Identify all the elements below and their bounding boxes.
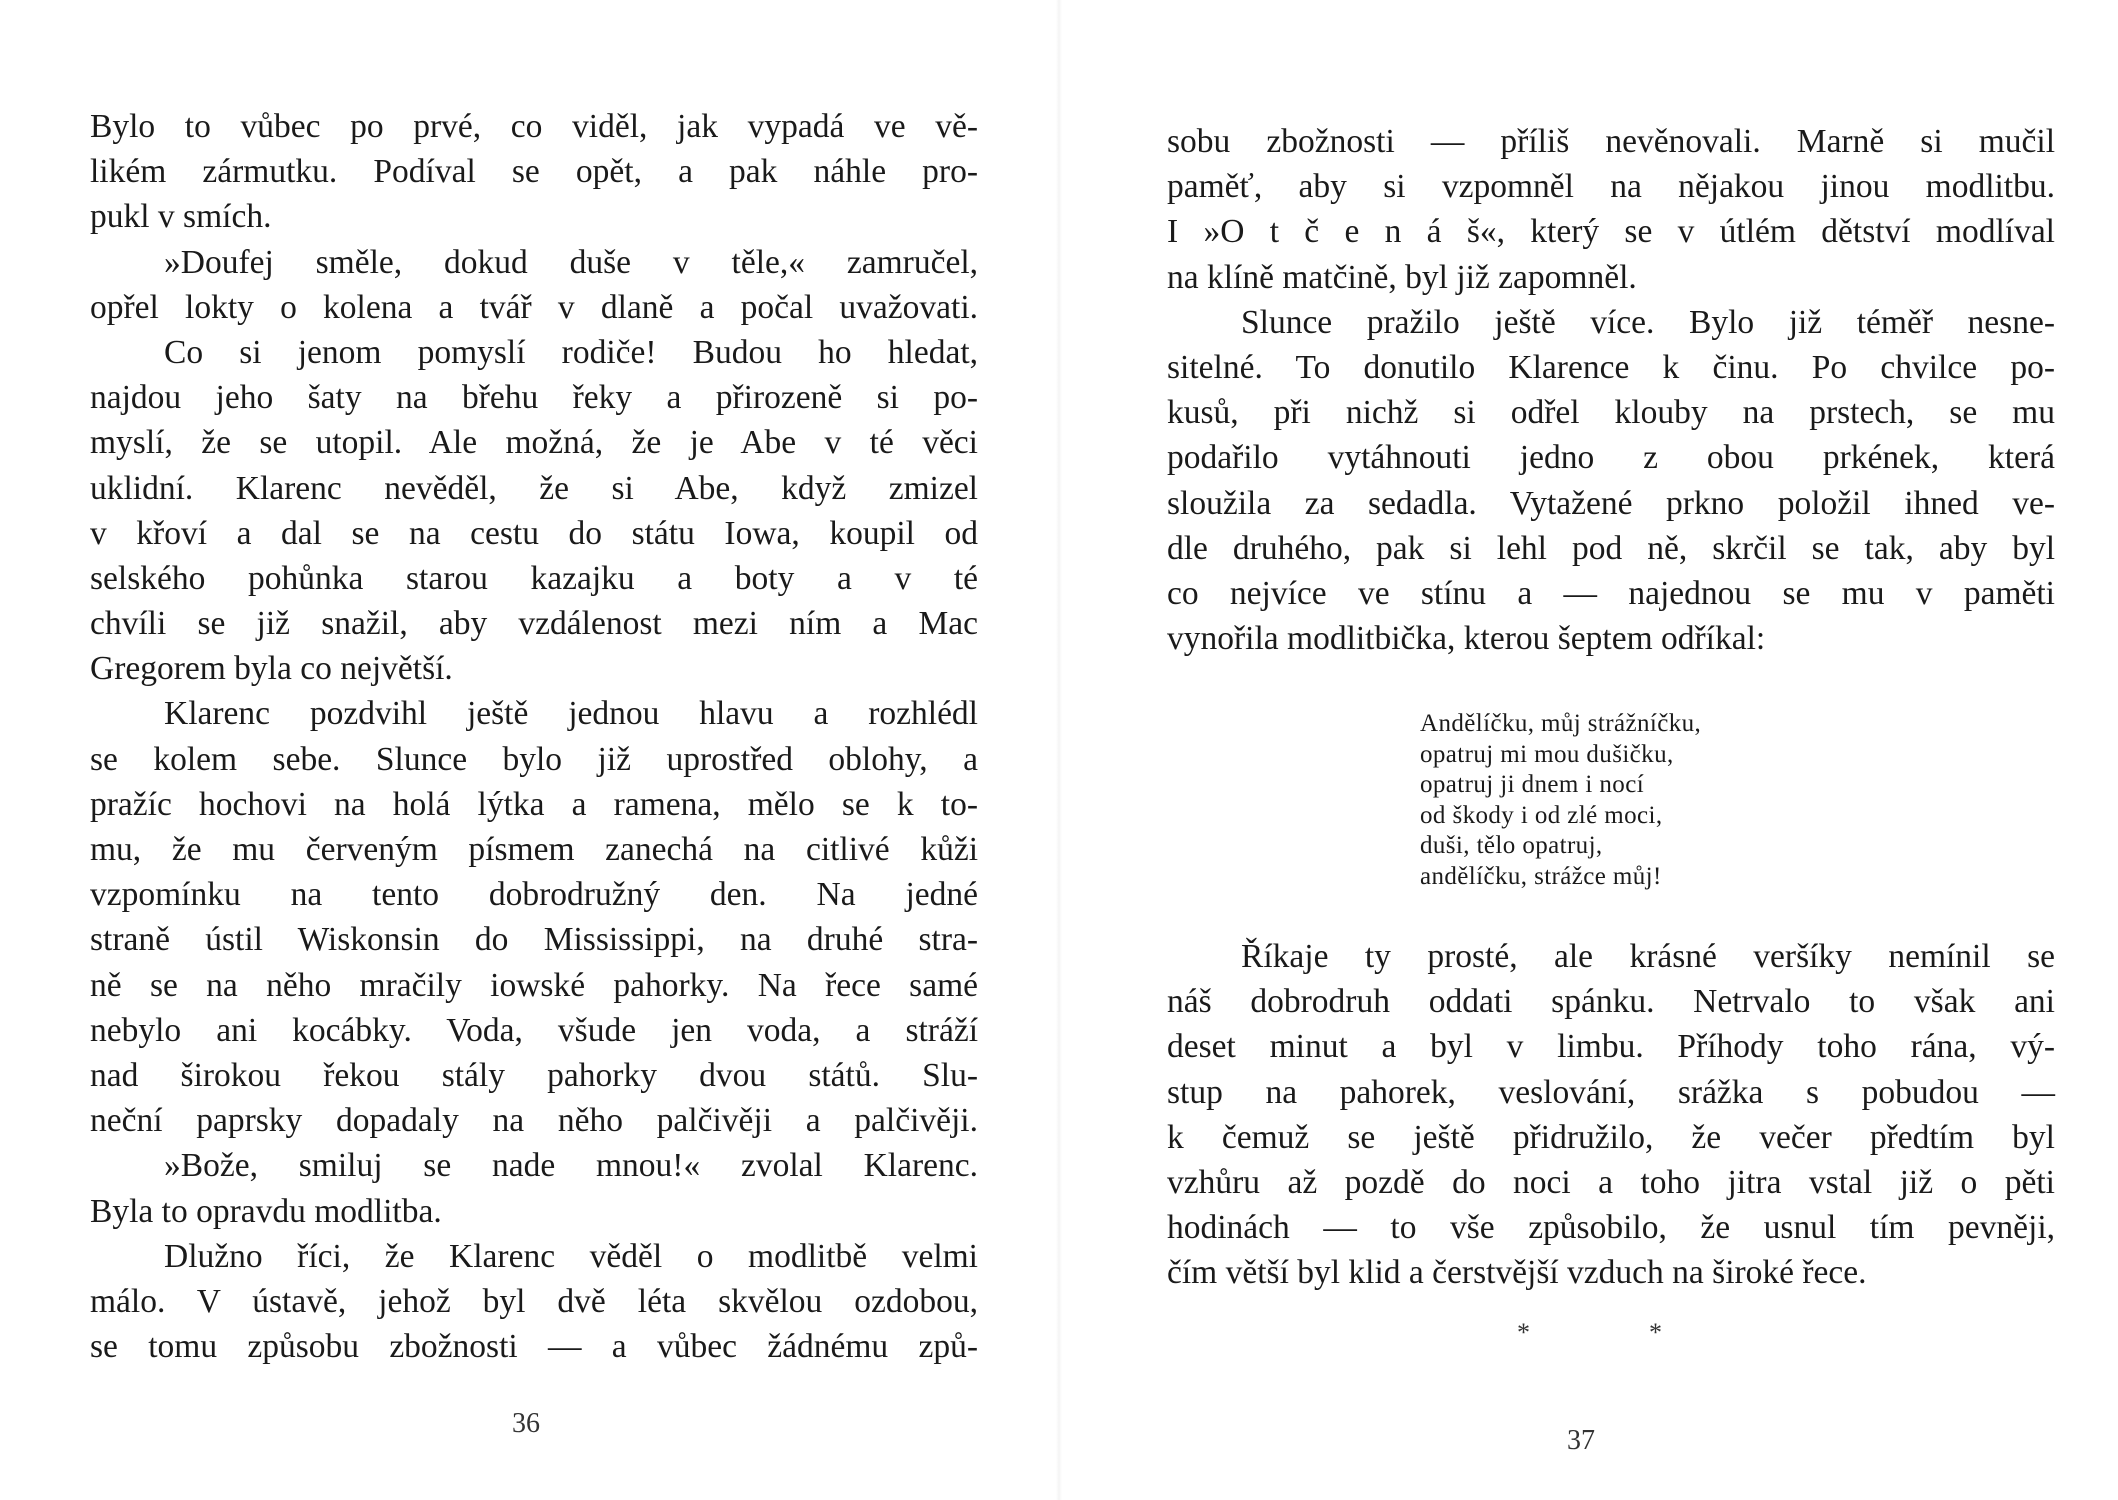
text-line: hodinách — to vše způsobilo, že usnul tím pevněji,	[1167, 1209, 2055, 1247]
text-line: vynořila modlitbička, kterou šeptem odříkal:	[1167, 620, 1766, 658]
poem-line: opatruj ji dnem i nocí	[1420, 771, 1645, 798]
right-page	[1059, 0, 2118, 1500]
text-line: Dlužno říci, že Klarenc věděl o modlitbě velmi	[164, 1237, 978, 1275]
text-line: Bylo to vůbec po prvé, co viděl, jak vypadá ve vě-	[90, 108, 978, 145]
text-line: v křoví a dal se na cestu do státu Iowa, koupil od	[90, 514, 978, 552]
text-line: kusů, při nichž si odřel klouby na prstech, se mu	[1167, 394, 2055, 432]
poem-line: Andělíčku, můj strážníčku,	[1420, 710, 1702, 737]
text-line: mu, že mu červeným písmem zanechá na citlivé kůži	[90, 831, 978, 868]
text-line: Byla to opravdu modlitba.	[90, 1192, 442, 1230]
text-line: stup na pahorek, veslování, srážka s pobudou —	[1167, 1073, 2055, 1111]
text-line: straně ústil Wiskonsin do Mississippi, na druhé stra-	[90, 921, 978, 959]
text-line: čím větší byl klid a čerstvější vzduch na široké řece.	[1167, 1254, 1867, 1292]
text-line: Gregorem byla co největší.	[90, 650, 453, 688]
text-line: dle druhého, pak si lehl pod ně, skrčil se tak, aby byl	[1167, 529, 2055, 567]
text-line: selského pohůnka starou kazajku a boty a v té	[90, 559, 978, 597]
text-line: »Doufej směle, dokud duše v těle,« zamručel,	[164, 243, 978, 281]
asterisk-ornament: *	[1649, 1318, 1662, 1347]
poem-line: duši, tělo opatruj,	[1420, 832, 1603, 859]
page-number: 37	[1567, 1425, 1595, 1456]
text-line: náš dobrodruh oddati spánku. Netrvalo to však ani	[1167, 983, 2055, 1021]
text-line: sobu zbožnosti — příliš nevěnovali. Marně si mučil	[1167, 123, 2055, 160]
text-line: sitelné. To donutilo Klarence k činu. Po chvilce po-	[1167, 348, 2055, 386]
text-line: sloužila za sedadla. Vytažené prkno položil ihned ve-	[1167, 484, 2055, 522]
text-line: se tomu způsobu zbožnosti — a vůbec žádnému způ-	[90, 1328, 978, 1366]
text-line: uklidní. Klarenc nevěděl, že si Abe, když zmizel	[90, 469, 978, 507]
text-line: opřel lokty o kolena a tvář v dlaně a počal uvažovati.	[90, 288, 978, 326]
text-line: Co si jenom pomyslí rodiče! Budou ho hledat,	[164, 333, 978, 371]
page-number: 36	[512, 1408, 540, 1439]
right-page-text-after-poem	[1167, 934, 2055, 1296]
text-line: pražíc hochovi na holá lýtka a ramena, mělo se k to-	[90, 785, 978, 823]
asterisk-ornament: *	[1517, 1318, 1530, 1347]
text-line: ně se na něho mračily iowské pahorky. Na řece samé	[90, 966, 978, 1004]
text-line: se kolem sebe. Slunce bylo již uprostřed oblohy, a	[90, 740, 978, 778]
text-line: Říkaje ty prosté, ale krásné veršíky nemínil se	[1241, 938, 2055, 975]
text-line: vzhůru až pozdě do noci a toho jitra vstal již o pěti	[1167, 1163, 2055, 1201]
text-line: na klíně matčině, byl již zapomněl.	[1167, 258, 1637, 296]
text-line: k čemuž se ještě přidružilo, že večer předtím byl	[1167, 1118, 2055, 1156]
poem-line: opatruj mi mou dušičku,	[1420, 740, 1674, 768]
left-page-text	[90, 104, 978, 1369]
text-line: paměť, aby si vzpomněl na nějakou jinou modlitbu.	[1167, 168, 2055, 206]
text-line: vzpomínku na tento dobrodružný den. Na jedné	[90, 876, 978, 914]
right-page-text	[1167, 119, 2055, 661]
text-line: podařilo vytáhnouti jedno z obou prkének, která	[1167, 439, 2055, 477]
text-line: co nejvíce ve stínu a — najednou se mu v paměti	[1167, 574, 2055, 612]
poem-line: od škody i od zlé moci,	[1420, 801, 1663, 829]
text-line: chvíli se již snažil, aby vzdálenost mezi ním a Mac	[90, 605, 978, 643]
text-line: myslí, že se utopil. Ale možná, že je Abe v té věci	[90, 424, 978, 462]
poem	[1420, 709, 1800, 892]
text-line: najdou jeho šaty na břehu řeky a přirozeně si po-	[90, 379, 978, 417]
text-line: pukl v smích.	[90, 198, 272, 236]
text-line: I »O t č e n á š«, který se v útlém dětství modlíval	[1167, 213, 2055, 251]
poem-line: andělíčku, strážce můj!	[1420, 862, 1662, 890]
text-line: »Bože, smiluj se nade mnou!« zvolal Klarenc.	[164, 1147, 978, 1185]
text-line: Slunce pražilo ještě více. Bylo již téměř nesne-	[1241, 303, 2055, 341]
text-line: nad širokou řekou stály pahorky dvou států. Slu-	[90, 1056, 978, 1094]
text-line: nebylo ani kocábky. Voda, všude jen voda, a stráží	[90, 1011, 978, 1049]
text-line: Klarenc pozdvihl ještě jednou hlavu a rozhlédl	[164, 695, 978, 733]
text-line: deset minut a byl v limbu. Příhody toho rána, vý-	[1167, 1028, 2055, 1066]
text-line: neční paprsky dopadaly na něho palčivěji a palčivěji.	[90, 1102, 978, 1140]
text-line: málo. V ústavě, jehož byl dvě léta skvělou ozdobou,	[90, 1282, 978, 1320]
text-line: likém zármutku. Podíval se opět, a pak náhle pro-	[90, 153, 978, 191]
